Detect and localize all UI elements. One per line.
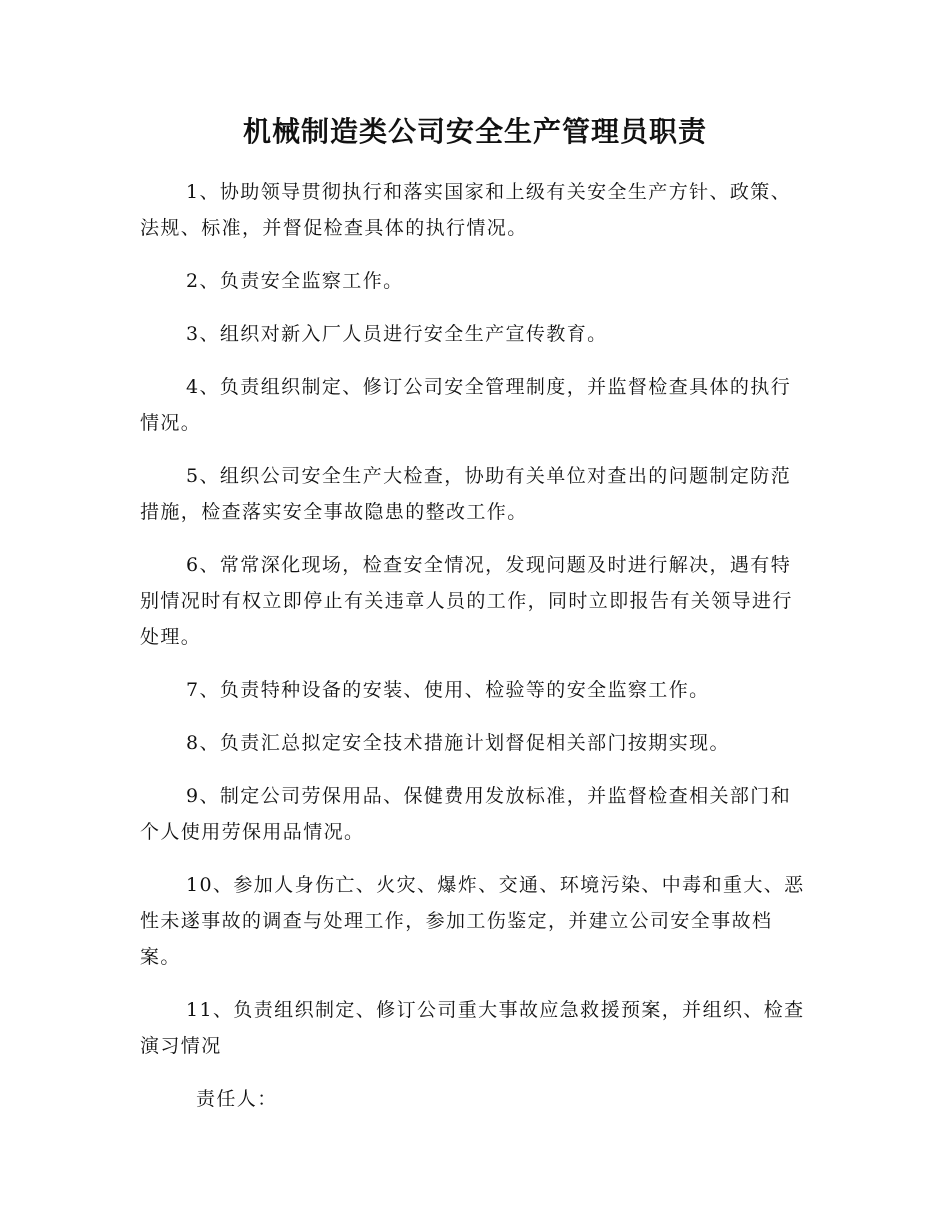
duty-item-6: 6、常常深化现场，检查安全情况，发现问题及时进行解决，遇有特别情况时有权立即停止有关违章人员的工作，同时立即报告有关领导进行处理。 xyxy=(140,554,793,648)
duty-item-7: 7、负责特种设备的安装、使用、检验等的安全监察工作。 xyxy=(186,679,710,701)
duty-item-1: 1、协助领导贯彻执行和落实国家和上级有关安全生产方针、政策、法规、标准，并督促检查具体的执行情况。 xyxy=(140,181,792,239)
duty-item-4: 4、负责组织制定、修订公司安全管理制度，并监督检查具体的执行情况。 xyxy=(140,376,792,434)
document-title: 机械制造类公司安全生产管理员职责 xyxy=(242,115,707,148)
duty-item-10: 10、参加人身伤亡、火灾、爆炸、交通、环境污染、中毒和重大、恶性未遂事故的调查与处理工作，参加工伤鉴定，并建立公司安全事故档案。 xyxy=(140,874,805,968)
duty-item-8: 8、负责汇总拟定安全技术措施计划督促相关部门按期实现。 xyxy=(186,732,730,754)
responsible-person-label: 责任人： xyxy=(196,1088,278,1110)
duty-list xyxy=(140,174,810,1064)
duty-item-3: 3、组织对新入厂人员进行安全生产宣传教育。 xyxy=(186,323,608,345)
duty-item-9: 9、制定公司劳保用品、保健费用发放标准，并监督检查相关部门和个人使用劳保用品情况。 xyxy=(140,785,792,843)
duty-item-5: 5、组织公司安全生产大检查，协助有关单位对查出的问题制定防范措施，检查落实安全事故隐患的整改工作。 xyxy=(140,465,792,523)
duty-item-11: 11、负责组织制定、修订公司重大事故应急救援预案，并组织、检查演习情况 xyxy=(140,999,805,1057)
duty-item-2: 2、负责安全监察工作。 xyxy=(186,270,404,292)
